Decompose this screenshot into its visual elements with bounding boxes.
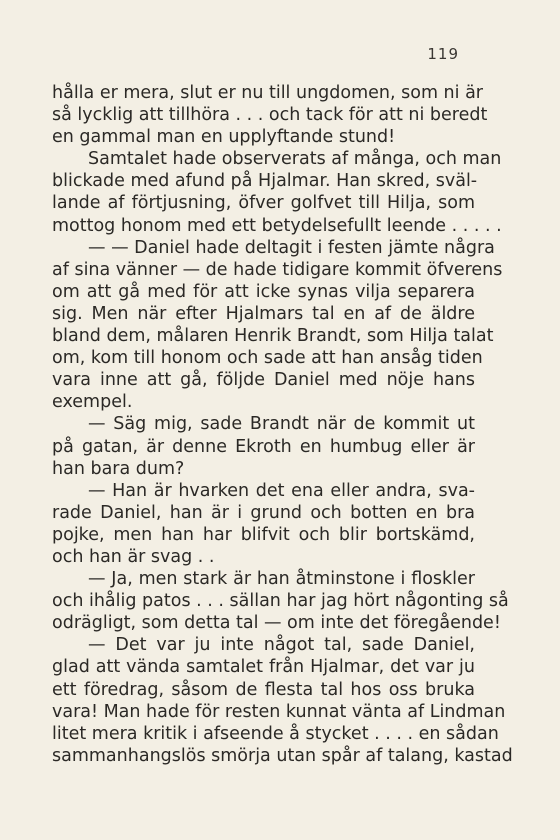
text-line: — Han är hvarken det ena eller andra, sva- — [88, 480, 475, 501]
text-line: — — Daniel hade deltagit i festen jämte några — [88, 237, 495, 258]
text-line: om, kom till honom och sade att han ansåg tiden — [52, 348, 483, 369]
text-line: — Det var ju inte något tal, sade Daniel, — [88, 635, 475, 656]
text-line: vara! Man hade för resten kunnat vänta af Lindman — [52, 701, 506, 722]
text-line: ett föredrag, såsom de flesta tal hos oss bruka — [52, 679, 475, 700]
text-line: han bara dum? — [52, 458, 185, 479]
text-line: lande af förtjusning, öfver golfvet till Hilja, som — [52, 193, 475, 214]
page-number: 119 — [427, 45, 459, 63]
text-line: bland dem, målaren Henrik Brandt, som Hilja talat — [52, 326, 494, 347]
text-line: glad att vända samtalet från Hjalmar, det var ju — [52, 657, 475, 678]
text-line: sammanhangslös smörja utan spår af talang, kastad — [52, 745, 513, 766]
text-line: rade Daniel, han är i grund och botten en bra — [52, 502, 475, 523]
text-line: — Säg mig, sade Brandt när de kommit ut — [88, 414, 475, 435]
text-line: hålla er mera, slut er nu till ungdomen, som ni är — [52, 83, 483, 103]
text-line: om att gå med för att icke synas vilja separera — [52, 281, 475, 302]
text-line: mottog honom med ett betydelsefullt leende . . . . . — [52, 215, 502, 236]
text-line: Samtalet hade observerats af många, och man — [88, 149, 502, 170]
text-line: en gammal man en upplyftande stund! — [52, 127, 396, 148]
text-line: pojke, men han har blifvit och blir bortskämd, — [52, 524, 475, 545]
text-line: odrägligt, som detta tal — om inte det föregående! — [52, 613, 501, 634]
text-line: och han är svag . . — [52, 546, 215, 567]
text-line: så lycklig att tillhöra . . . och tack för att ni beredt — [52, 105, 488, 126]
text-line: blickade med afund på Hjalmar. Han skred, sväl- — [52, 171, 478, 192]
body-text — [52, 82, 513, 767]
text-line: exempel. — [52, 392, 133, 413]
text-line: och ihålig patos . . . sällan har jag hört någonting så — [52, 591, 509, 612]
text-line: på gatan, är denne Ekroth en humbug eller är — [52, 436, 475, 457]
text-line: litet mera kritik i afseende å stycket . . . . en sådan — [52, 723, 499, 744]
text-line: af sina vänner — de hade tidigare kommit öfverens — [52, 259, 503, 280]
text-line: sig. Men när efter Hjalmars tal en af de äldre — [52, 303, 475, 324]
text-line: vara inne att gå, följde Daniel med nöje hans — [52, 370, 475, 391]
text-line: — Ja, men stark är han åtminstone i floskler — [88, 569, 475, 590]
